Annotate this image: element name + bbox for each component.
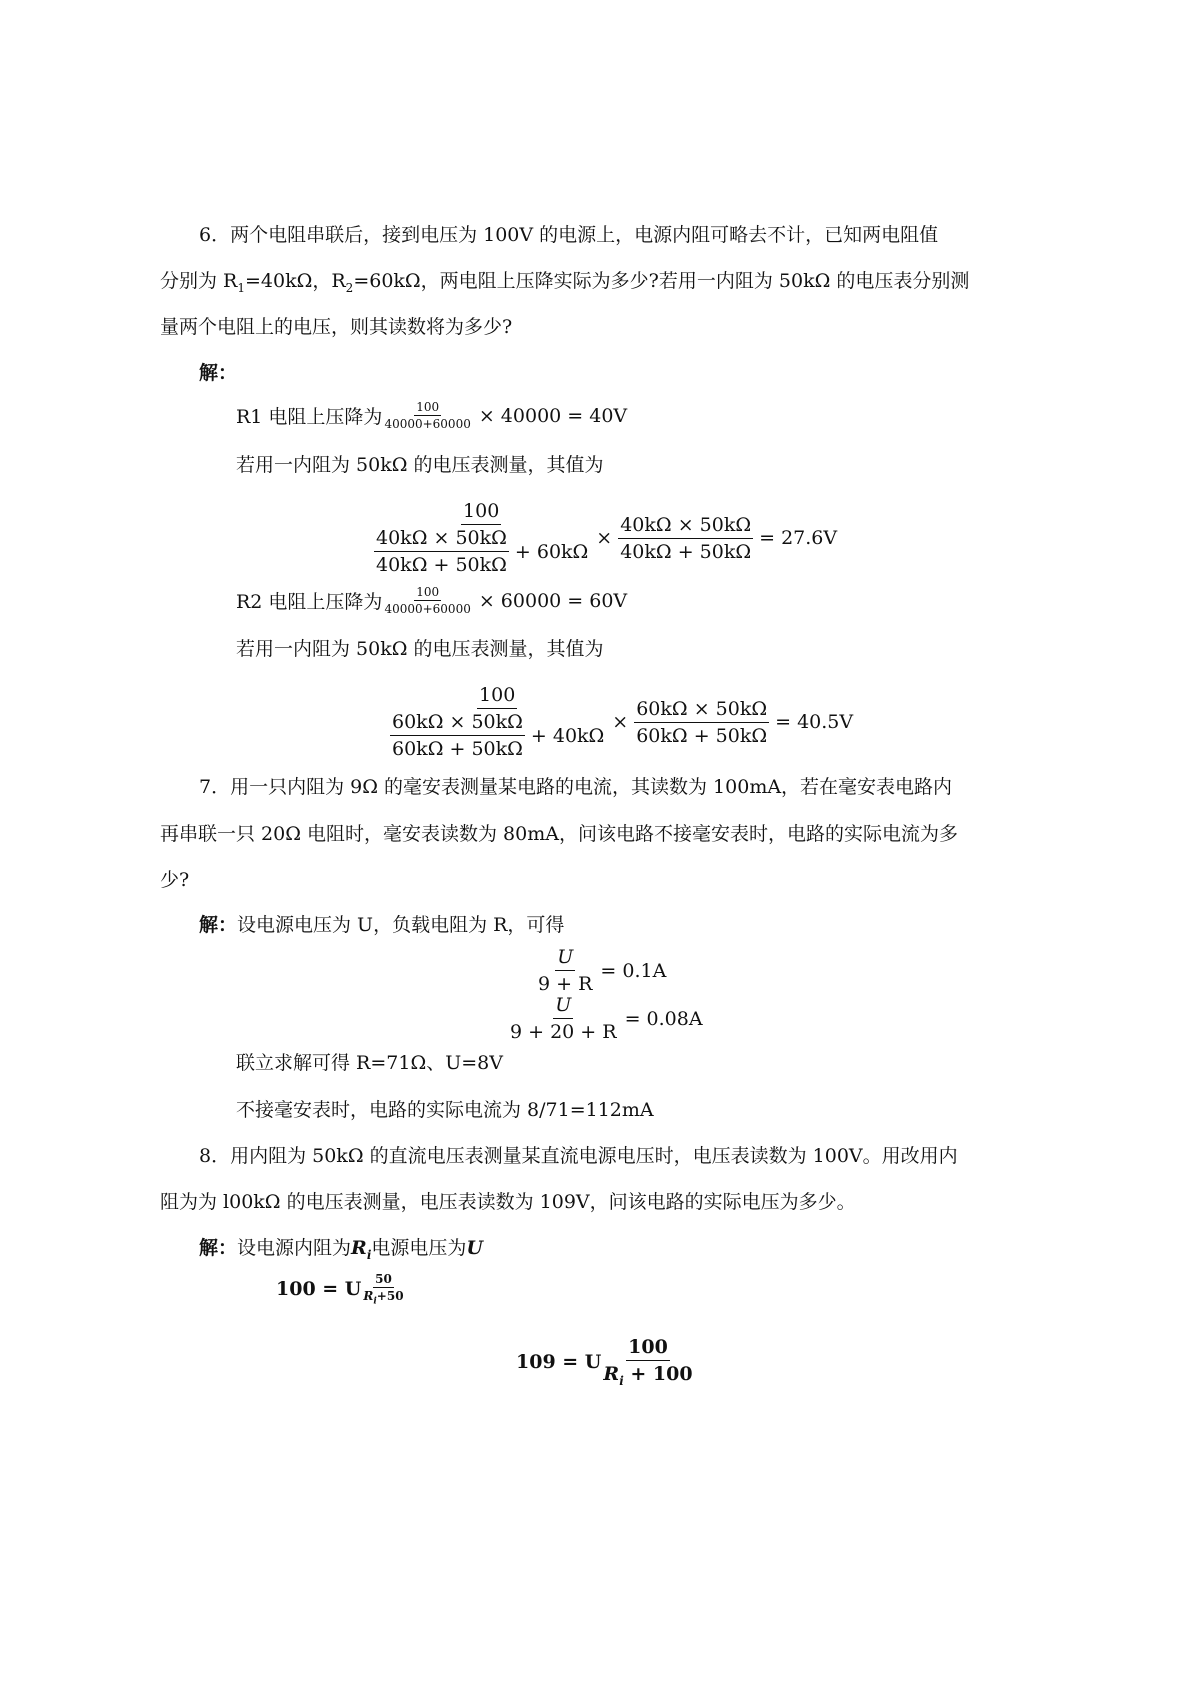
q6-eq1-denominator	[372, 525, 590, 576]
q6-eq2-inner-den: 60kΩ + 50kΩ	[392, 738, 523, 760]
q7-line2: 再串联一只 20Ω 电阻时，毫安表读数为 80mA，问该电路不接毫安表时，电路的实际电流为多	[160, 823, 958, 845]
q8-line1: 8．用内阻为 50kΩ 的直流电压表测量某直流电源电压时，电压表读数为 100V。用改用内	[199, 1145, 958, 1167]
q6-line2-b: =40kΩ，R	[245, 270, 346, 292]
q6-r1-num: 100	[416, 400, 440, 414]
q8-solution-text-b: 电源电压为	[371, 1237, 467, 1259]
q7-eq1-num: U	[555, 946, 575, 971]
q8-solution-label: 解：	[199, 1237, 238, 1259]
q8-ri-symbol: R	[351, 1237, 367, 1259]
q7-eq2-num: U	[553, 994, 573, 1019]
q8-eq2	[516, 1336, 695, 1388]
q6-eq1-main-fraction	[372, 500, 590, 576]
q7-eq2-den: 9 + 20 + R	[510, 1021, 617, 1043]
q6-eq1-top: 100	[461, 500, 501, 525]
q6-line3: 量两个电阻上的电压，则其读数将为多少?	[160, 316, 513, 338]
q6-r1-tail: × 40000 = 40V	[478, 404, 628, 427]
q8-line2: 阻为为 l00kΩ 的电压表测量，电压表读数为 109V，问该电路的实际电压为多少。	[160, 1191, 856, 1213]
q7-eq1	[536, 946, 666, 995]
q7-result-1: 联立求解可得 R=71Ω、U=8V	[236, 1052, 503, 1074]
q8-eq2-den-rest: + 100	[623, 1363, 693, 1385]
q6-line2-a: 分别为 R	[160, 270, 238, 292]
q6-r1-den: 40000+60000	[384, 417, 471, 431]
q8-eq1-left: 100 = U	[276, 1278, 362, 1301]
q8-eq2-left: 109 = U	[516, 1350, 602, 1373]
q6-eq2-top: 100	[477, 684, 517, 709]
q6-sub1: 1	[237, 280, 245, 295]
q7-eq1-den: 9 + R	[538, 973, 593, 995]
q7-solution-text: 设电源电压为 U，负载电阻为 R，可得	[237, 914, 565, 936]
q6-r2-tail: × 60000 = 60V	[478, 589, 628, 612]
q7-eq1-result: = 0.1A	[600, 959, 667, 982]
q6-eq1-right-fraction	[618, 514, 753, 563]
q7-solution-label: 解：	[199, 914, 238, 936]
q6-eq2-plus: + 40kΩ	[530, 724, 605, 747]
q6-r1-drop-eq	[236, 400, 627, 431]
q7-line3: 少?	[160, 869, 190, 891]
q7-line1: 7．用一只内阻为 9Ω 的毫安表测量某电路的电流，其读数为 100mA，若在毫安表电路内	[199, 776, 953, 798]
q6-eq2-denominator	[388, 709, 606, 760]
q6-r1-fraction	[382, 400, 472, 431]
q6-eq2: 100 $\frac{60k\Omega \times 50k\Omega}{60k\Omega + 50k\Omega}$ + 40kΩ × $\frac{60k\Omega \times 50k\Omega}{60k\Omega + 50k\Omega}$ = 40.5V	[388, 684, 853, 760]
q6-eq1-right-num: 40kΩ × 50kΩ	[618, 514, 753, 539]
q8-eq2-den-r: R	[603, 1363, 620, 1385]
q6-eq2-right-fraction	[634, 698, 769, 747]
q6-eq1-result: = 27.6V	[759, 527, 838, 549]
q7-eq2-result: = 0.08A	[624, 1007, 703, 1030]
q8-eq2-num: 100	[626, 1336, 670, 1361]
q7-eq2	[508, 994, 703, 1043]
q6-eq2-inner-num: 60kΩ × 50kΩ	[390, 711, 525, 736]
q8-eq1-den-sub: i	[373, 1296, 377, 1307]
q6-r2-den: 40000+60000	[384, 602, 471, 616]
q6-eq1-inner-den: 40kΩ + 50kΩ	[376, 554, 507, 576]
q8-ri-sub: i	[366, 1247, 372, 1262]
q6-r2-num: 100	[416, 585, 440, 599]
q8-eq2-den-sub: i	[619, 1373, 624, 1388]
q6-solution-label: 解：	[199, 362, 238, 384]
q6-meter-text-2: 若用一内阻为 50kΩ 的电压表测量，其值为	[236, 638, 604, 660]
q8-solution-line	[199, 1239, 483, 1261]
q6-r2-drop-eq	[236, 585, 627, 616]
q6-eq1-inner-num: 40kΩ × 50kΩ	[374, 527, 509, 552]
q6-line2	[160, 272, 969, 294]
q8-solution-text-a: 设电源内阻为	[237, 1237, 352, 1259]
q8-eq1	[276, 1272, 406, 1306]
q7-solution-line	[199, 916, 564, 935]
q6-r1-text: R1 电阻上压降为	[236, 406, 383, 428]
q6-eq1-right-den: 40kΩ + 50kΩ	[620, 540, 752, 563]
q6-meter-text: 若用一内阻为 50kΩ 的电压表测量，其值为	[236, 454, 604, 476]
q6-line1: 6．两个电阻串联后，接到电压为 100V 的电源上，电源内阻可略去不计，已知两电阻值	[199, 224, 939, 246]
q6-eq2-result: = 40.5V	[775, 711, 854, 733]
q6-r2-fraction	[382, 585, 472, 616]
q8-eq1-den-rest: +50	[376, 1289, 404, 1303]
q8-eq1-den-r: R	[363, 1289, 374, 1303]
q6-eq1-plus: + 60kΩ	[514, 540, 589, 563]
q6-eq2-right-den: 60kΩ + 50kΩ	[636, 724, 768, 747]
q6-line2-c: =60kΩ，两电阻上压降实际为多少?若用一内阻为 50kΩ 的电压表分别测	[353, 270, 970, 292]
q6-eq2-main-fraction	[388, 684, 606, 760]
q6-sub2: 2	[345, 280, 354, 295]
q6-eq2-right-num: 60kΩ × 50kΩ	[634, 698, 769, 723]
q8-eq1-num: 50	[375, 1272, 392, 1286]
q7-result-2: 不接毫安表时，电路的实际电流为 8/71=112mA	[236, 1099, 654, 1121]
q6-r2-text: R2 电阻上压降为	[236, 591, 383, 613]
q8-u-symbol: U	[466, 1237, 483, 1259]
q6-eq1: 100 $\frac{40k\Omega \times 50k\Omega}{40k\Omega + 50k\Omega}$ + 60kΩ × $\frac{40k\Omega \times 50k\Omega}{40k\Omega + 50k\Omega}$ = 27.6V	[372, 500, 837, 576]
